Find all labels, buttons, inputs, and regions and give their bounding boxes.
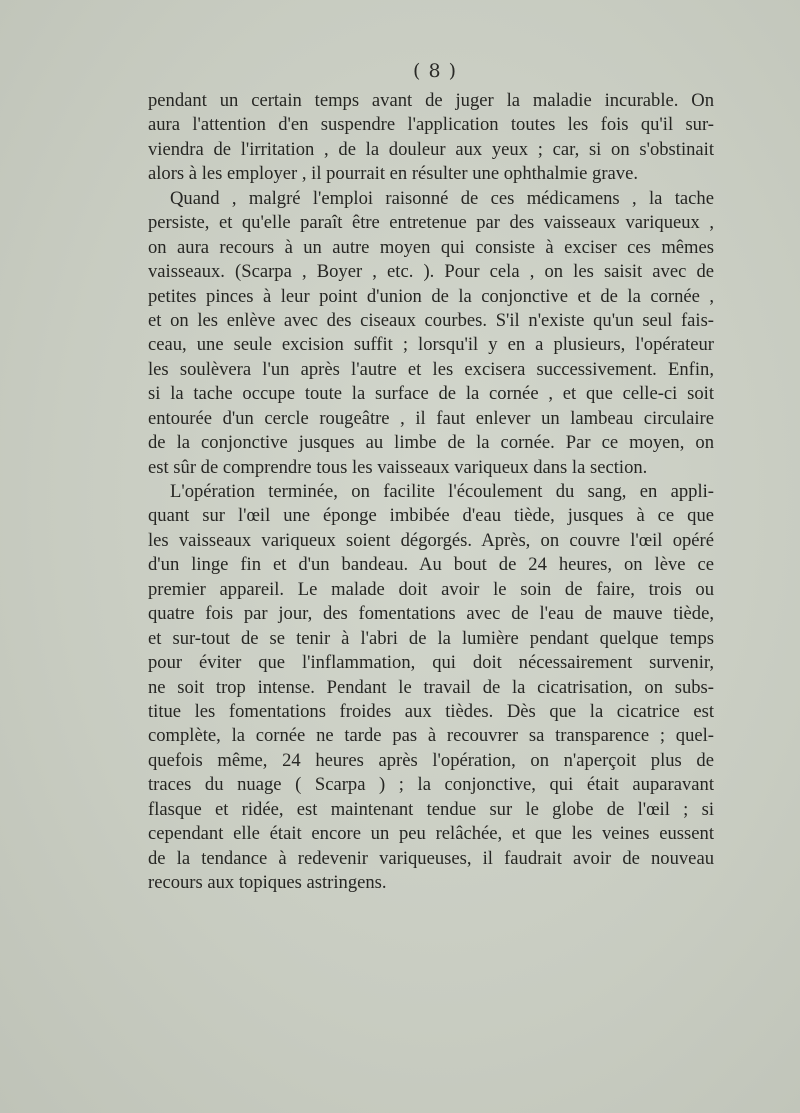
paragraph-2 xyxy=(148,187,714,480)
text-line: quatre fois par jour, des fomentations avec de l'eau de mauve tiède, xyxy=(148,603,714,625)
text-line: et on les enlève avec des ciseaux courbes. S'il n'existe qu'un seul fais- xyxy=(148,309,714,331)
text-line: flasque et ridée, est maintenant tendue sur le globe de l'œil ; si xyxy=(148,798,714,820)
text-line: quant sur l'œil une éponge imbibée d'eau tiède, jusques à ce que xyxy=(148,505,714,527)
text-line: premier appareil. Le malade doit avoir le soin de faire, trois ou xyxy=(148,578,714,600)
page-number: ( 8 ) xyxy=(413,60,457,82)
text-line: petites pinces à leur point d'union de la conjonctive et de la cornée , xyxy=(148,285,714,307)
text-line: alors à les employer , il pourrait en résulter une ophthalmie grave. xyxy=(148,163,638,185)
text-line: persiste, et qu'elle paraît être entretenue par des vaisseaux variqueux , xyxy=(148,212,714,234)
text-line: Quand , malgré l'emploi raisonné de ces médicamens , la tache xyxy=(170,187,714,209)
text-line: de la tendance à redevenir variqueuses, il faudrait avoir de nouveau xyxy=(148,847,714,869)
text-line: les vaisseaux variqueux soient dégorgés. Après, on couvre l'œil opéré xyxy=(148,529,714,551)
text-line: traces du nuage ( Scarpa ) ; la conjonctive, qui était auparavant xyxy=(148,774,714,796)
text-line: pendant un certain temps avant de juger la maladie incurable. On xyxy=(148,90,714,111)
text-line: viendra de l'irritation , de la douleur aux yeux ; car, si on s'obstinait xyxy=(148,138,714,160)
text-line: aura l'attention d'en suspendre l'application toutes les fois qu'il sur- xyxy=(148,114,714,136)
body-text xyxy=(148,89,714,895)
paragraph-1 xyxy=(148,89,714,187)
text-line: ceau, une seule excision suffit ; lorsqu'il y en a plusieurs, l'opérateur xyxy=(148,334,714,356)
text-line: entourée d'un cercle rougeâtre , il faut enlever un lambeau circulaire xyxy=(148,407,714,429)
text-line: L'opération terminée, on facilite l'écoulement du sang, en appli- xyxy=(170,481,714,502)
text-line: d'un linge fin et d'un bandeau. Au bout de 24 heures, on lève ce xyxy=(148,554,714,576)
text-line: les soulèvera l'un après l'autre et les excisera successivement. Enfin, xyxy=(148,358,714,380)
text-line: complète, la cornée ne tarde pas à recouvrer sa transparence ; quel- xyxy=(148,725,714,747)
paragraph-3 xyxy=(148,480,714,895)
text-line: vaisseaux. (Scarpa , Boyer , etc. ). Pour cela , on les saisit avec de xyxy=(148,261,714,283)
text-line: recours aux topiques astringens. xyxy=(148,872,387,893)
text-line: pour éviter que l'inflammation, qui doit nécessairement survenir, xyxy=(148,652,714,674)
text-line: ne soit trop intense. Pendant le travail de la cicatrisation, on subs- xyxy=(148,676,714,698)
text-line: quefois même, 24 heures après l'opération, on n'aperçoit plus de xyxy=(148,749,714,771)
text-line: est sûr de comprendre tous les vaisseaux variqueux dans la section. xyxy=(148,456,648,478)
text-line: titue les fomentations froides aux tièdes. Dès que la cicatrice est xyxy=(148,700,714,722)
text-line: cependant elle était encore un peu relâchée, et que les veines eussent xyxy=(148,823,714,845)
text-line: on aura recours à un autre moyen qui consiste à exciser ces mêmes xyxy=(148,236,714,258)
text-line: de la conjonctive jusques au limbe de la cornée. Par ce moyen, on xyxy=(148,432,714,454)
text-line: si la tache occupe toute la surface de la cornée , et que celle-ci soit xyxy=(148,383,714,405)
text-line: et sur-tout de se tenir à l'abri de la lumière pendant quelque temps xyxy=(148,627,714,649)
